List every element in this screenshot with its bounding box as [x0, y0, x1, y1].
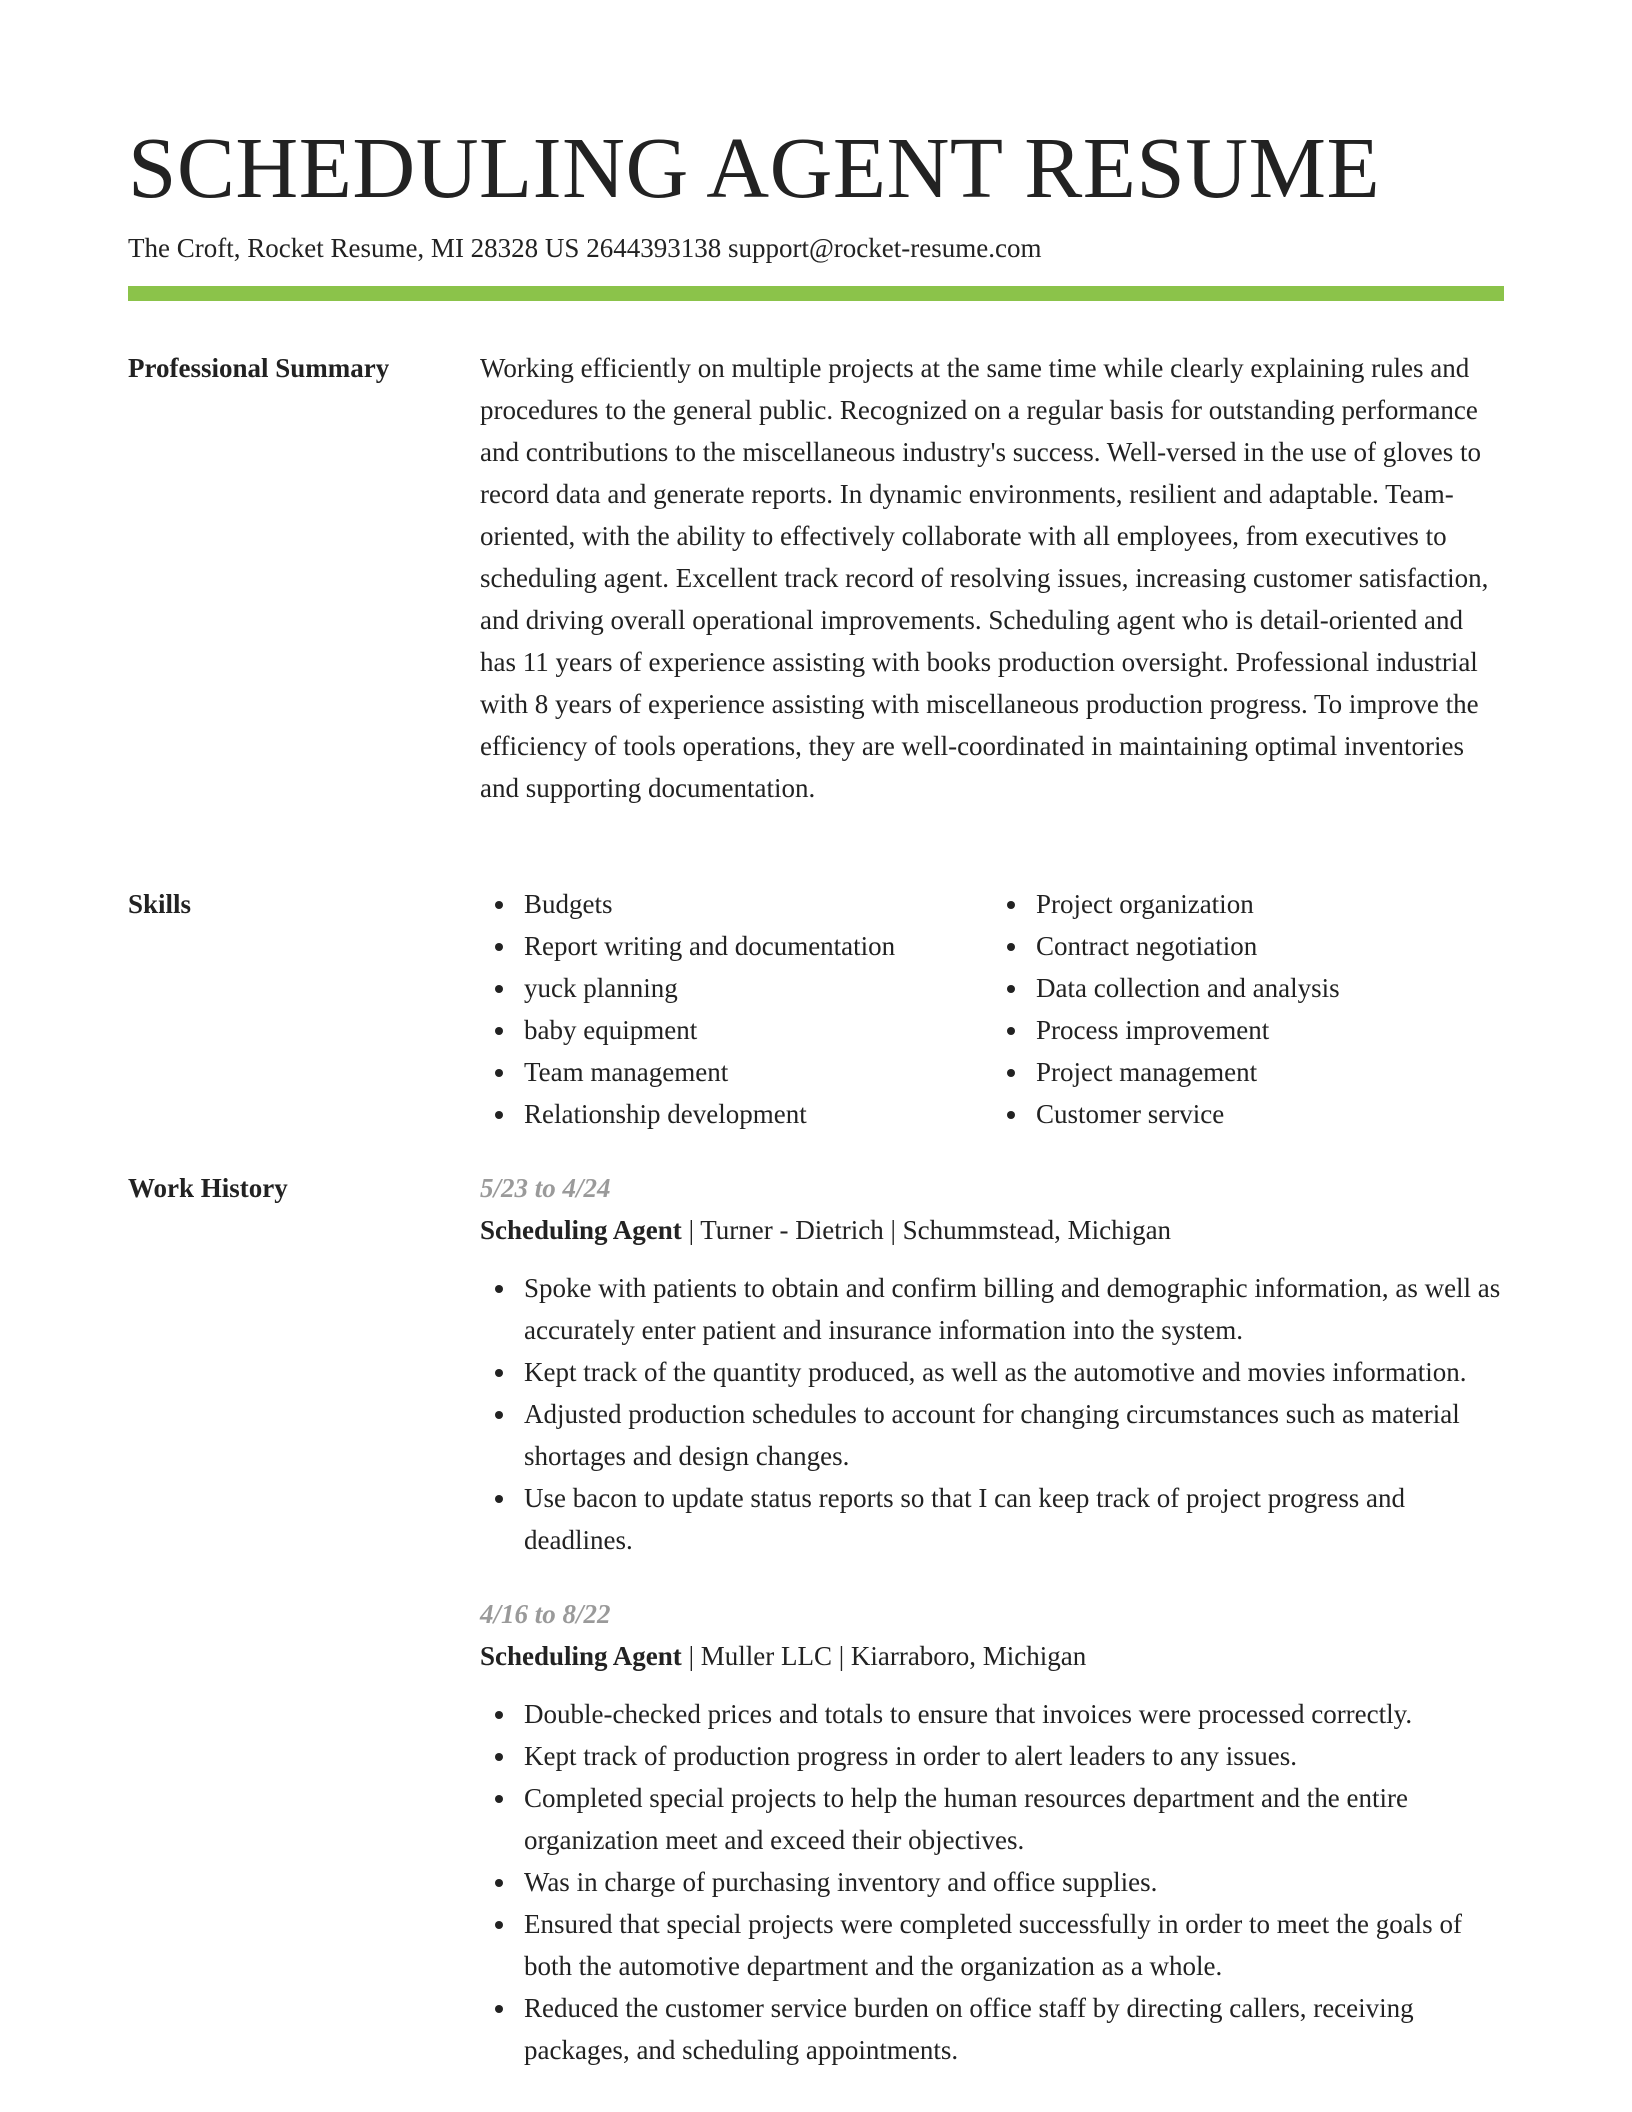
job-bullet: Was in charge of purchasing inventory and office supplies.	[524, 1861, 1504, 1903]
job-bullet: Kept track of the quantity produced, as well as the automotive and movies information.	[524, 1351, 1504, 1393]
job-bullet: Use bacon to update status reports so that I can keep track of project progress and deadlines.	[524, 1477, 1504, 1561]
skills-list-right	[992, 883, 1504, 1135]
skill-item: Budgets	[524, 883, 992, 925]
skill-item: Contract negotiation	[1036, 925, 1504, 967]
job-heading	[480, 1635, 1504, 1677]
skills-body	[480, 883, 1504, 1135]
skill-item: Report writing and documentation	[524, 925, 992, 967]
job-bullets	[480, 1267, 1504, 1561]
job-entry	[480, 1167, 1504, 1561]
skill-item: Data collection and analysis	[1036, 967, 1504, 1009]
summary-body	[480, 347, 1504, 809]
job-bullet: Kept track of production progress in order to alert leaders to any issues.	[524, 1735, 1504, 1777]
job-bullet: Spoke with patients to obtain and confirm billing and demographic information, as well as accurately enter patient and insurance information into the system.	[524, 1267, 1504, 1351]
skill-item: Project organization	[1036, 883, 1504, 925]
job-bullets	[480, 1693, 1504, 2071]
work-history-label: Work History	[128, 1173, 288, 1203]
skills-list-left	[480, 883, 992, 1135]
skill-item: Customer service	[1036, 1093, 1504, 1135]
job-details: | Turner - Dietrich | Schummstead, Michigan	[681, 1215, 1172, 1245]
work-history-body	[480, 1167, 1504, 2071]
skill-item: Project management	[1036, 1051, 1504, 1093]
skill-item: Process improvement	[1036, 1009, 1504, 1051]
header-divider	[128, 286, 1504, 301]
job-bullet: Reduced the customer service burden on office staff by directing callers, receiving packages, and scheduling appointments.	[524, 1987, 1504, 2071]
job-bullet: Ensured that special projects were completed successfully in order to meet the goals of both the automotive department and the organization as a whole.	[524, 1903, 1504, 1987]
job-heading	[480, 1209, 1504, 1251]
skill-item: Relationship development	[524, 1093, 992, 1135]
job-bullet: Double-checked prices and totals to ensure that invoices were processed correctly.	[524, 1693, 1504, 1735]
skill-item: Team management	[524, 1051, 992, 1093]
job-details: | Muller LLC | Kiarraboro, Michigan	[681, 1641, 1087, 1671]
summary-label: Professional Summary	[128, 353, 390, 383]
job-bullet: Completed special projects to help the human resources department and the entire organization meet and exceed their objectives.	[524, 1777, 1504, 1861]
contact-line: The Croft, Rocket Resume, MI 28328 US 2644393138 support@rocket-resume.com	[128, 233, 1042, 263]
job-bullet: Adjusted production schedules to account for changing circumstances such as material shortages and design changes.	[524, 1393, 1504, 1477]
skill-item: yuck planning	[524, 967, 992, 1009]
job-title: Scheduling Agent	[480, 1215, 682, 1245]
job-dates: 5/23 to 4/24	[480, 1173, 611, 1203]
job-dates: 4/16 to 8/22	[480, 1599, 611, 1629]
skill-item: baby equipment	[524, 1009, 992, 1051]
resume-title: SCHEDULING AGENT RESUME	[128, 119, 1381, 216]
job-title: Scheduling Agent	[480, 1641, 682, 1671]
skills-label: Skills	[128, 889, 192, 919]
job-entry	[480, 1593, 1504, 2071]
skills-columns	[480, 883, 1504, 1135]
job-spacer	[480, 1561, 1504, 1593]
summary-text: Working efficiently on multiple projects at the same time while clearly explaining rules and procedures to the general public. Recognized on a regular basis for outstanding performance and contributions to the miscellaneous industry's success. Well-versed in the use of gloves to record data and generate reports. In dynamic environments, resilient and adaptable. Team-oriented, with the ability to effectively collaborate with all employees, from executives to scheduling agent. Excellent track record of resolving issues, increasing customer satisfaction, and driving overall operational improvements. Scheduling agent who is detail-oriented and has 11 years of experience assisting with books production oversight. Professional industrial with 8 years of experience assisting with miscellaneous production progress. To improve the efficiency of tools operations, they are well-coordinated in maintaining optimal inventories and supporting documentation.	[480, 353, 1489, 803]
